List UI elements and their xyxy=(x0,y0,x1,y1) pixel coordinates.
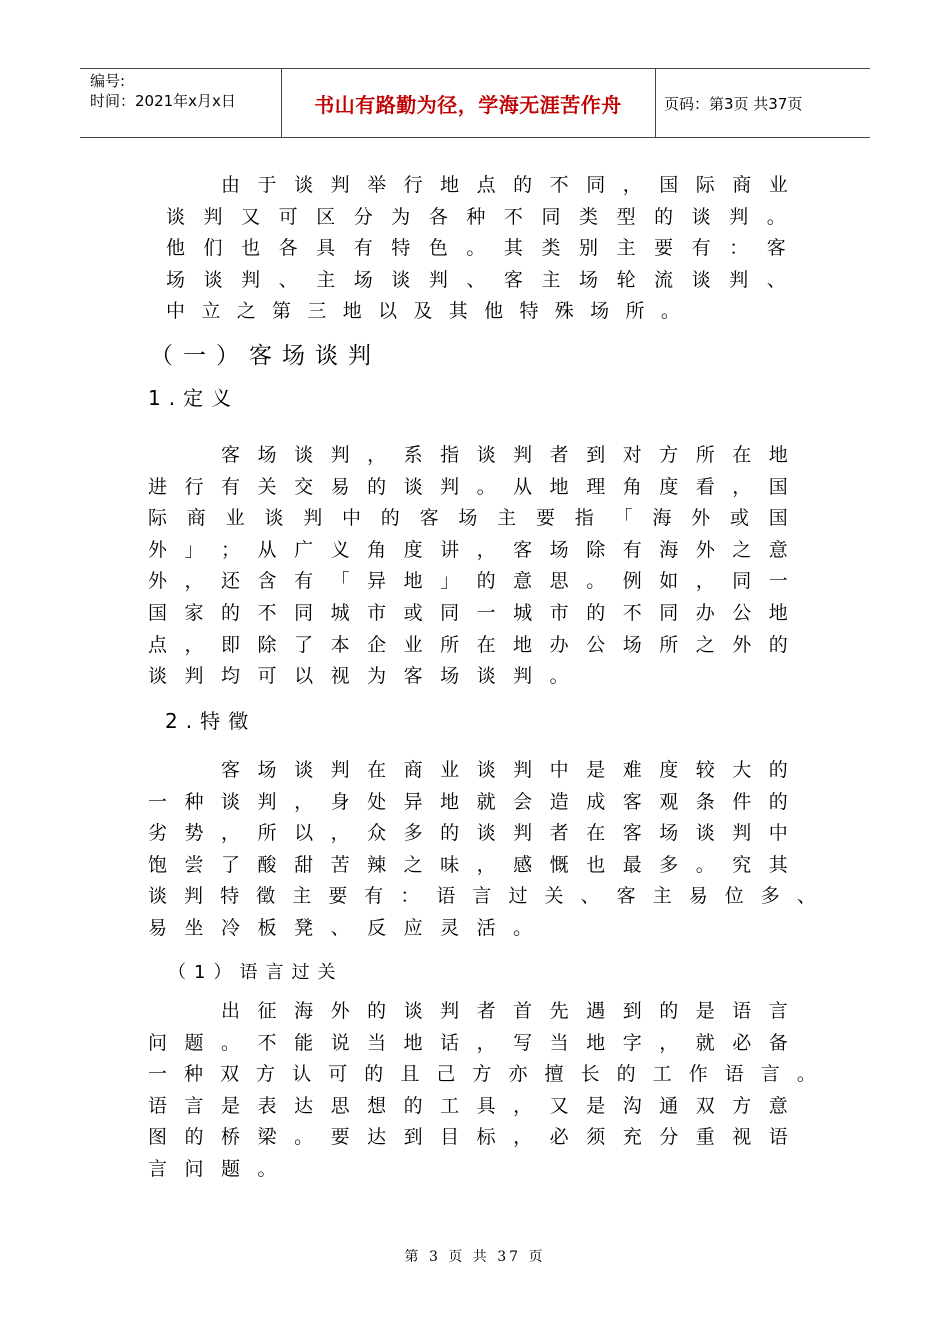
subsection-title-language: （1）语言过关 xyxy=(168,962,344,983)
page-footer: 第 3 页 共 37 页 xyxy=(404,1249,546,1265)
header-page-info: 页码：第3页 共37页 xyxy=(664,94,803,113)
text-line: 进 行 有 关 交 易 的 谈 判 。 从 地 理 角 度 看 ， 国 xyxy=(148,475,788,498)
text-line: 谈 判 又 可 区 分 为 各 种 不 同 类 型 的 谈 判 。 xyxy=(166,205,786,228)
text-line: 易 坐 冷 板 凳 、 反 应 灵 活 。 xyxy=(148,916,533,939)
features-paragraph xyxy=(148,755,816,945)
section-title: （一）客场谈判 xyxy=(150,343,381,369)
header-meta xyxy=(90,71,236,111)
text-line: 语 言 是 表 达 思 想 的 工 具 ， 又 是 沟 通 双 方 意 xyxy=(148,1094,788,1117)
subsection-title-definition: 1.定义 xyxy=(148,386,240,410)
text-line: 出 征 海 外 的 谈 判 者 首 先 遇 到 的 是 语 言 xyxy=(221,1000,788,1022)
text-line: 中 立 之 第 三 地 以 及 其 他 特 殊 场 所 。 xyxy=(166,300,680,323)
intro-paragraph xyxy=(148,170,788,328)
text-line: 谈 判 均 可 以 视 为 客 场 谈 判 。 xyxy=(148,665,569,688)
text-line: 谈 判 特 徵 主 要 有 ： 语 言 过 关 、 客 主 易 位 多 、 xyxy=(148,885,816,908)
text-line: 外 ， 还 含 有 「 异 地 」 的 意 思 。 例 如 ， 同 一 xyxy=(148,570,788,593)
text-line: 由 于 谈 判 举 行 地 点 的 不 同 ， 国 际 商 业 xyxy=(221,174,788,196)
header-motto: 书山有路勤为径，学海无涯苦作舟 xyxy=(314,92,622,117)
text-line: 问 题 。 不 能 说 当 地 话 ， 写 当 地 字 ， 就 必 备 xyxy=(148,1031,788,1054)
text-line: 言 问 题 。 xyxy=(148,1157,277,1180)
text-line: 一 种 双 方 认 可 的 且 己 方 亦 擅 长 的 工 作 语 言 。 xyxy=(148,1063,816,1086)
text-line: 外 」 ； 从 广 义 角 度 讲 ， 客 场 除 有 海 外 之 意 xyxy=(148,538,788,561)
subsection-title-features: 2.特徵 xyxy=(165,709,257,733)
text-line: 点 ， 即 除 了 本 企 业 所 在 地 办 公 场 所 之 外 的 xyxy=(148,633,788,656)
document-date: 时间：2021年x月x日 xyxy=(90,92,236,110)
text-line: 客 场 谈 判 ， 系 指 谈 判 者 到 对 方 所 在 地 xyxy=(221,444,788,466)
text-line: 一 种 谈 判 ， 身 处 异 地 就 会 造 成 客 观 条 件 的 xyxy=(148,790,788,813)
language-paragraph xyxy=(148,996,816,1186)
text-line: 际 商 业 谈 判 中 的 客 场 主 要 指 「 海 外 或 国 xyxy=(148,507,788,530)
text-line: 他 们 也 各 具 有 特 色 。 其 类 别 主 要 有 ： 客 xyxy=(166,237,786,260)
text-line: 劣 势 ， 所 以 ， 众 多 的 谈 判 者 在 客 场 谈 判 中 xyxy=(148,822,788,845)
document-number-label: 编号: xyxy=(90,72,126,90)
page-header xyxy=(80,68,870,138)
header-divider xyxy=(655,69,656,137)
text-line: 国 家 的 不 同 城 市 或 同 一 城 市 的 不 同 办 公 地 xyxy=(148,601,788,624)
text-line: 图 的 桥 梁 。 要 达 到 目 标 ， 必 须 充 分 重 视 语 xyxy=(148,1126,788,1149)
text-line: 场 谈 判 、 主 场 谈 判 、 客 主 场 轮 流 谈 判 、 xyxy=(166,268,786,291)
definition-paragraph xyxy=(148,440,788,693)
text-line: 客 场 谈 判 在 商 业 谈 判 中 是 难 度 较 大 的 xyxy=(221,759,788,781)
text-line: 饱 尝 了 酸 甜 苦 辣 之 味 ， 感 慨 也 最 多 。 究 其 xyxy=(148,853,788,876)
